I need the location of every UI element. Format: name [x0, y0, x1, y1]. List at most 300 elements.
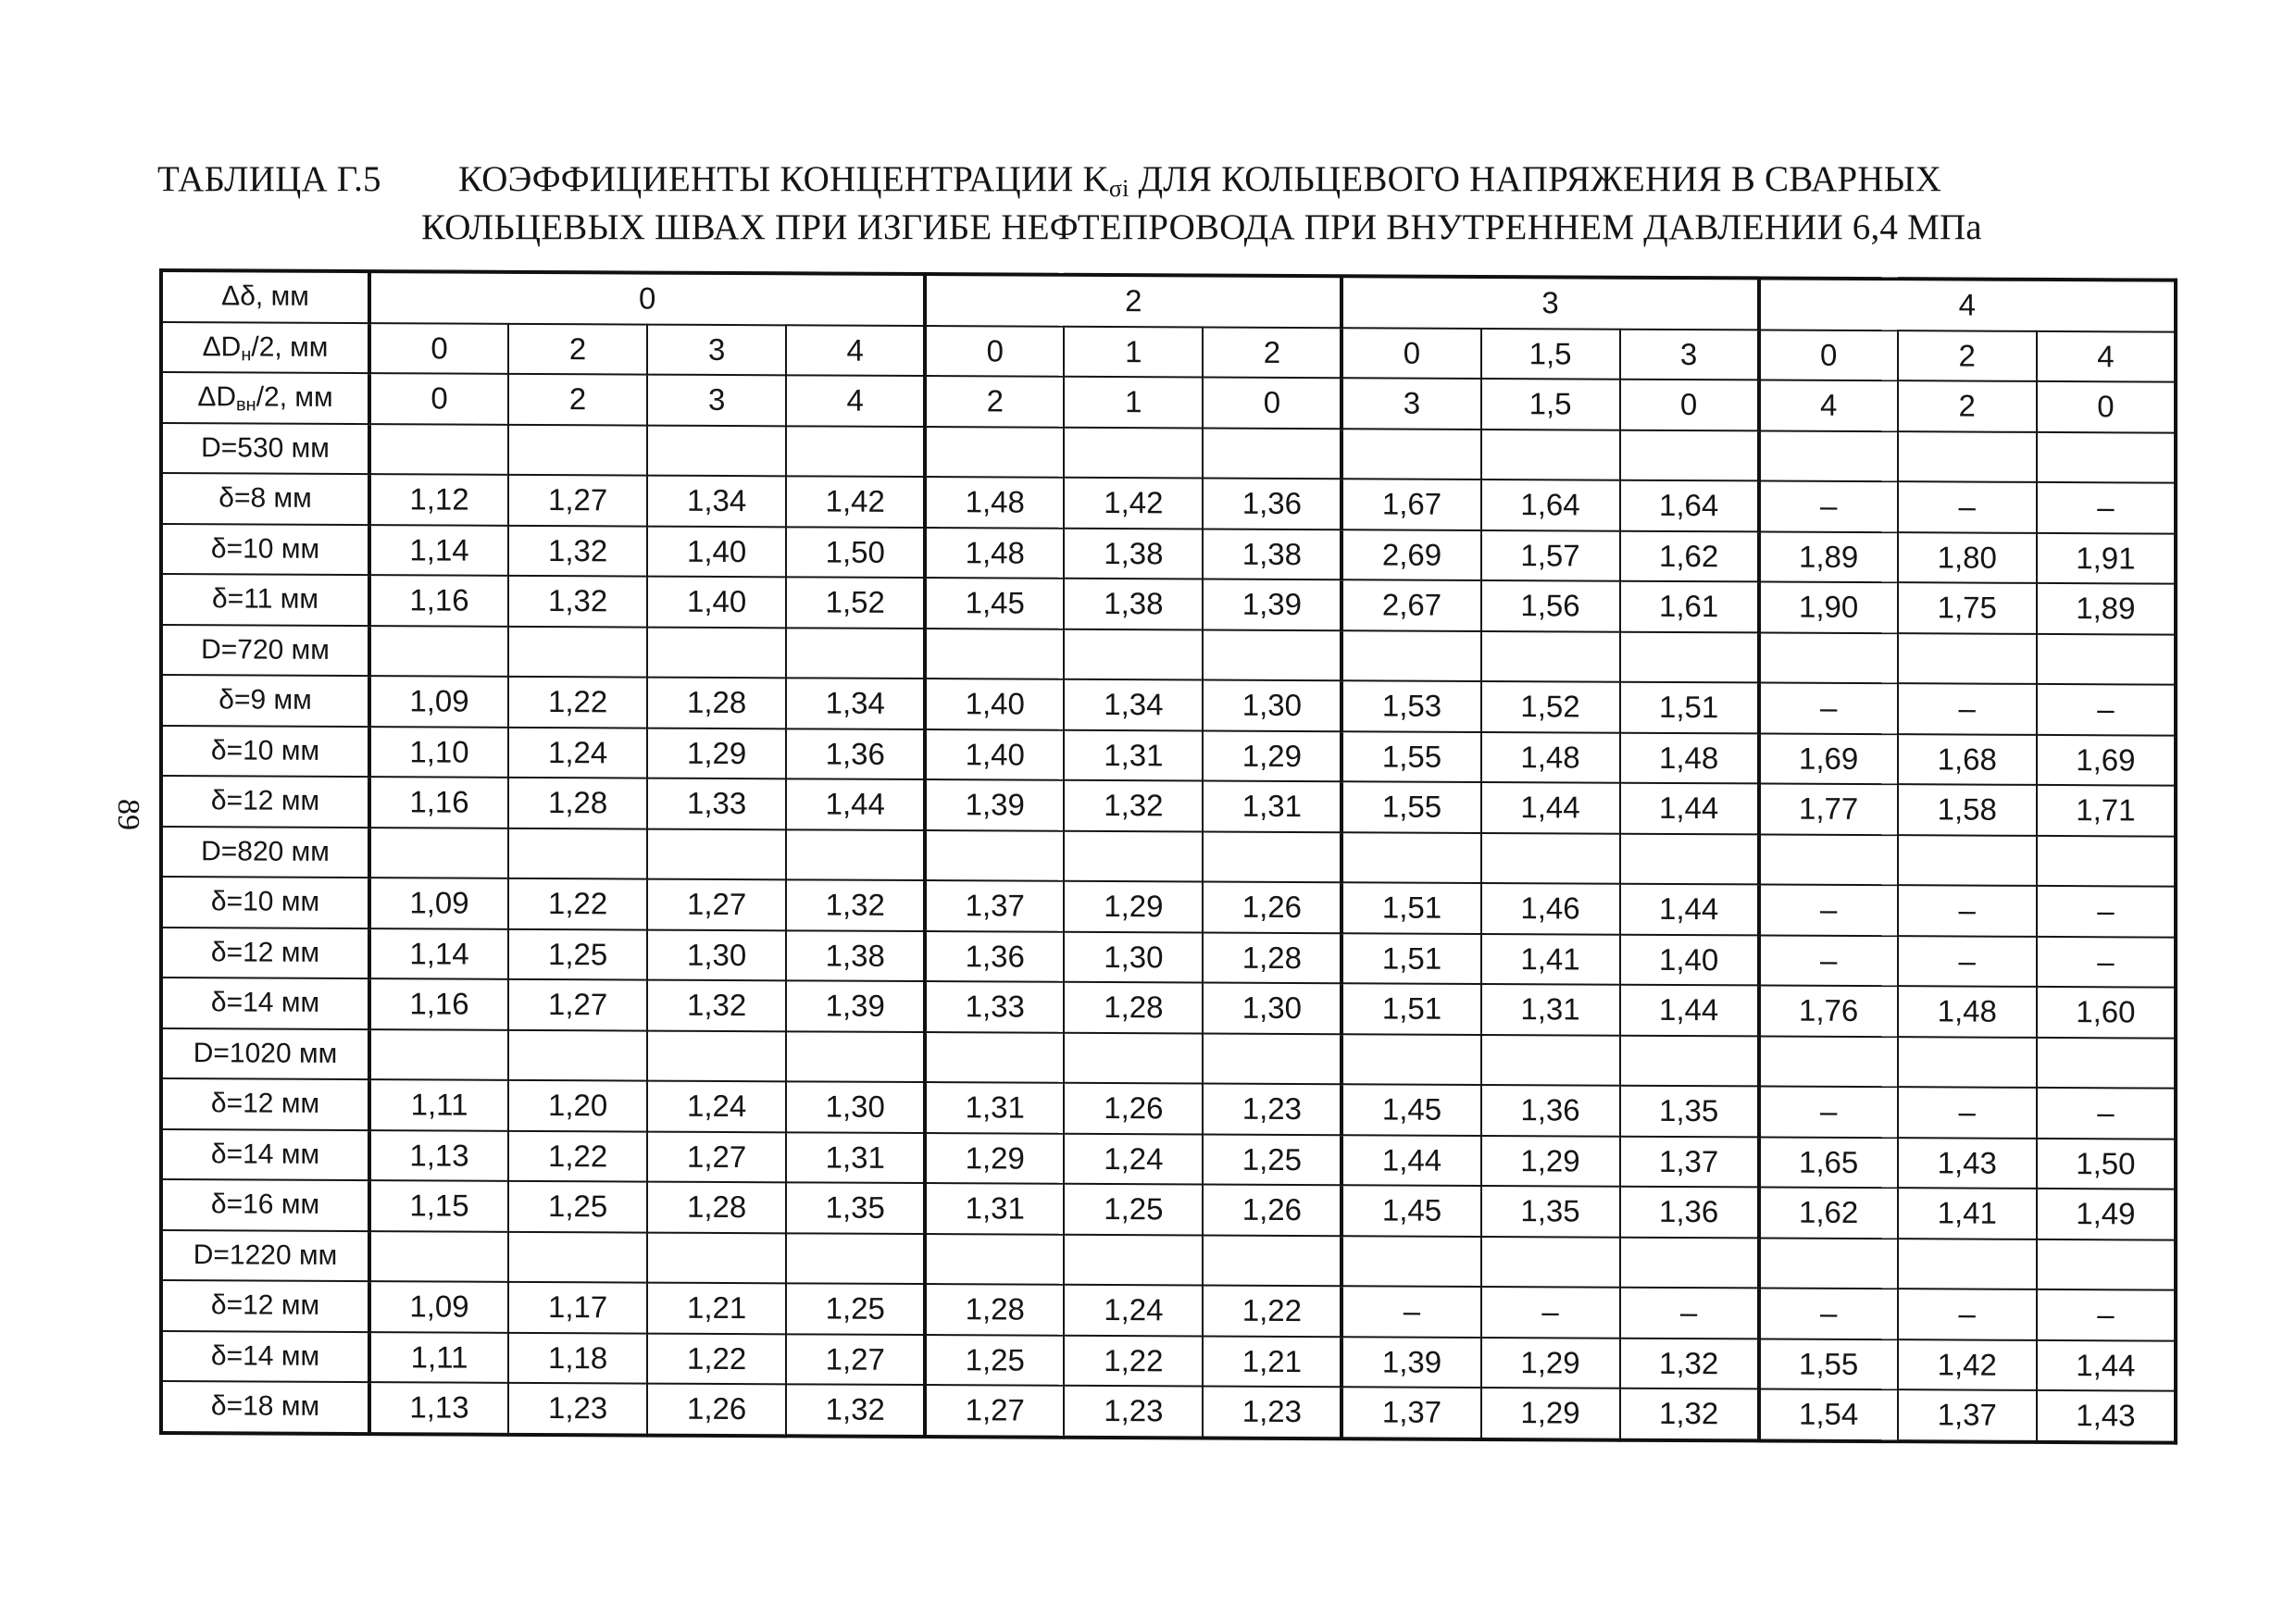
table-cell: 1,28: [508, 778, 647, 828]
table-cell: 1,39: [925, 779, 1064, 830]
empty-cell: [508, 1231, 647, 1282]
table-cell: 1,50: [2037, 1138, 2176, 1189]
table-cell: 1,69: [2037, 734, 2176, 785]
empty-cell: [1620, 430, 1759, 480]
table-cell: 1,16: [369, 777, 508, 828]
empty-cell: [1341, 630, 1480, 681]
table-cell: 1,90: [1759, 581, 1898, 632]
table-cell: 1,23: [1203, 1084, 1341, 1135]
header-dvn-value: 0: [2037, 381, 2176, 432]
table-cell: 1,52: [786, 577, 925, 628]
table-cell: 1,69: [1759, 733, 1898, 784]
empty-cell: [647, 1030, 786, 1081]
group-title: D=530 мм: [161, 423, 369, 475]
empty-cell: [369, 424, 508, 475]
header-dn-value: 4: [2037, 330, 2176, 381]
caption-line-2: КОЛЬЦЕВЫХ ШВАХ ПРИ ИЗГИБЕ НЕФТЕПРОВОДА ПРИ ВНУТРЕННЕМ ДАВЛЕНИИ 6,4 МПа: [421, 207, 1982, 247]
table-cell: 1,12: [369, 474, 508, 525]
table-cell: 1,44: [1620, 985, 1759, 1036]
table-cell: 1,11: [369, 1079, 508, 1130]
table-cell: 1,80: [1898, 532, 2037, 583]
row-label: δ=12 мм: [161, 928, 369, 979]
header-dvn-label: [161, 372, 369, 424]
empty-cell: [786, 628, 925, 679]
header-dvn-value: 1,5: [1481, 379, 1620, 430]
table-cell: 1,37: [1898, 1389, 2037, 1441]
table-cell: 1,36: [1620, 1187, 1759, 1238]
empty-cell: [1203, 1033, 1341, 1084]
header-dvn-label-text: ΔD: [197, 381, 237, 413]
table-cell: –: [2037, 886, 2176, 937]
table-cell: 1,51: [1341, 983, 1480, 1034]
table-cell: –: [2037, 936, 2176, 987]
table-cell: 1,35: [1620, 1086, 1759, 1137]
header-delta-group: 4: [1759, 278, 2176, 331]
table-cell: 1,39: [1341, 1337, 1480, 1388]
table-cell: 1,33: [925, 981, 1064, 1032]
table-cell: 1,35: [1481, 1186, 1620, 1237]
table-cell: 1,11: [369, 1332, 508, 1383]
coefficients-table: [159, 268, 2177, 1444]
table-cell: 1,27: [925, 1385, 1064, 1437]
table-cell: 1,62: [1759, 1187, 1898, 1238]
table-cell: 1,26: [1203, 882, 1341, 933]
table-cell: 1,43: [2037, 1390, 2176, 1442]
header-dn-label: [161, 322, 369, 374]
header-delta-group: 2: [925, 274, 1341, 328]
table-cell: 1,46: [1481, 883, 1620, 934]
table-cell: 1,27: [786, 1334, 925, 1385]
empty-cell: [1481, 429, 1620, 479]
table-cell: –: [1759, 480, 1898, 531]
empty-cell: [1898, 633, 2037, 684]
header-dvn-value: 4: [786, 375, 925, 426]
empty-cell: [1759, 1036, 1898, 1087]
table-cell: 1,55: [1759, 1339, 1898, 1389]
table-cell: 1,34: [647, 476, 786, 527]
table-cell: –: [1898, 683, 2037, 734]
table-cell: 1,39: [786, 980, 925, 1031]
table-cell: 1,25: [1203, 1134, 1341, 1185]
table-cell: 1,30: [1064, 931, 1203, 982]
header-delta-group: 0: [369, 271, 925, 325]
table-cell: 1,10: [369, 727, 508, 778]
table-cell: 1,29: [1481, 1135, 1620, 1186]
table-cell: 1,89: [2037, 583, 2176, 634]
group-title: D=1220 мм: [161, 1230, 369, 1282]
table-cell: 1,25: [508, 1181, 647, 1232]
table-cell: 1,49: [2037, 1189, 2176, 1239]
header-dvn-label-sub: вн: [236, 394, 256, 416]
table-cell: 1,34: [1064, 679, 1203, 730]
table-cell: 1,23: [508, 1383, 647, 1435]
table-cell: 1,35: [786, 1182, 925, 1233]
empty-cell: [1341, 832, 1480, 883]
table-cell: 1,65: [1759, 1137, 1898, 1188]
table-cell: 1,21: [1203, 1336, 1341, 1387]
table-cell: 1,22: [508, 1130, 647, 1181]
row-label: δ=10 мм: [161, 877, 369, 928]
table-cell: 1,32: [1064, 780, 1203, 831]
row-label: δ=10 мм: [161, 726, 369, 778]
header-dn-value: 2: [1898, 330, 2037, 381]
row-label: δ=12 мм: [161, 1078, 369, 1130]
empty-cell: [1203, 629, 1341, 680]
table-cell: 1,32: [508, 576, 647, 627]
table-cell: 2,67: [1341, 579, 1480, 630]
page-number: 89: [111, 799, 145, 830]
table-cell: 1,28: [1203, 932, 1341, 983]
table-cell: 1,36: [1203, 479, 1341, 529]
row-label: δ=10 мм: [161, 524, 369, 576]
empty-cell: [1759, 632, 1898, 683]
table-cell: 1,68: [1898, 734, 2037, 785]
empty-cell: [1203, 831, 1341, 882]
empty-cell: [786, 829, 925, 880]
row-label: δ=14 мм: [161, 1331, 369, 1383]
empty-cell: [1620, 833, 1759, 884]
table-cell: 1,23: [1203, 1387, 1341, 1438]
header-dn-label-sub: н: [241, 344, 252, 366]
table-cell: 1,50: [786, 527, 925, 578]
table-cell: 1,55: [1341, 781, 1480, 832]
empty-cell: [786, 1233, 925, 1284]
empty-cell: [508, 626, 647, 677]
table-cell: 1,40: [647, 577, 786, 628]
empty-cell: [1481, 630, 1620, 681]
table-cell: 1,28: [1064, 982, 1203, 1033]
table-cell: 1,32: [1620, 1389, 1759, 1440]
table-cell: –: [1341, 1286, 1480, 1337]
group-title: D=820 мм: [161, 827, 369, 878]
table-cell: 1,52: [1481, 681, 1620, 732]
table-cell: 1,89: [1759, 531, 1898, 582]
table-cell: –: [1898, 1087, 2037, 1138]
row-label: δ=9 мм: [161, 675, 369, 727]
header-dn-value: 3: [647, 324, 786, 375]
table-cell: 1,51: [1341, 882, 1480, 933]
table-cell: –: [1759, 1086, 1898, 1137]
table-cell: 2,69: [1341, 529, 1480, 580]
table-cell: 1,31: [925, 1183, 1064, 1234]
table-cell: 1,48: [1898, 986, 2037, 1037]
table-cell: 1,43: [1898, 1138, 2037, 1189]
header-dn-label-suffix: /2, мм: [251, 331, 329, 363]
table-cell: 1,44: [1620, 884, 1759, 935]
table-cell: 1,44: [786, 778, 925, 829]
table-cell: 1,37: [925, 880, 1064, 931]
table-cell: –: [1759, 884, 1898, 935]
table-cell: 1,33: [647, 778, 786, 829]
header-dvn-value: 0: [1203, 378, 1341, 429]
header-dn-value: 2: [1203, 327, 1341, 378]
empty-cell: [1341, 1236, 1480, 1287]
table-cell: 1,25: [508, 928, 647, 979]
empty-cell: [786, 426, 925, 477]
empty-cell: [2037, 835, 2176, 886]
table-cell: 1,36: [1481, 1085, 1620, 1136]
table-cell: 1,37: [1620, 1136, 1759, 1187]
header-dn-value: 3: [1620, 329, 1759, 380]
header-dn-value: 0: [1759, 330, 1898, 380]
table-cell: 1,71: [2037, 785, 2176, 836]
table-cell: 1,22: [508, 878, 647, 929]
empty-cell: [1341, 1034, 1480, 1085]
table-cell: 1,29: [925, 1133, 1064, 1184]
table-cell: 1,44: [2037, 1339, 2176, 1390]
group-title: D=720 мм: [161, 625, 369, 677]
empty-cell: [925, 629, 1064, 679]
empty-cell: [925, 427, 1064, 478]
table-cell: 1,62: [1620, 530, 1759, 581]
empty-cell: [1898, 1037, 2037, 1088]
table-cell: –: [2037, 482, 2176, 533]
table-cell: 1,24: [1064, 1133, 1203, 1184]
table-cell: 1,48: [925, 477, 1064, 528]
table-cell: 1,34: [786, 678, 925, 729]
table-cell: 1,31: [1481, 984, 1620, 1035]
table-cell: 1,09: [369, 676, 508, 727]
row-label: δ=12 мм: [161, 776, 369, 828]
table-cell: 1,30: [1203, 983, 1341, 1034]
empty-cell: [647, 425, 786, 476]
empty-cell: [508, 1029, 647, 1080]
table-cell: 1,31: [786, 1132, 925, 1183]
header-dn-value: 4: [786, 325, 925, 376]
table-cell: 1,22: [1203, 1286, 1341, 1337]
header-dn-value: 0: [1341, 328, 1480, 379]
table-cell: 1,64: [1620, 480, 1759, 531]
table-cell: 1,09: [369, 1281, 508, 1332]
row-label: δ=8 мм: [161, 473, 369, 525]
empty-cell: [1064, 830, 1203, 881]
table-cell: 1,48: [925, 528, 1064, 579]
empty-cell: [647, 627, 786, 678]
table-cell: 1,76: [1759, 985, 1898, 1036]
header-dvn-value: 3: [647, 375, 786, 426]
empty-cell: [647, 828, 786, 879]
table-cell: 1,29: [647, 728, 786, 778]
header-dn-value: 1: [1064, 326, 1203, 377]
table-caption: [157, 156, 2166, 252]
table-cell: 1,64: [1481, 479, 1620, 530]
empty-cell: [369, 626, 508, 677]
table-cell: 1,51: [1620, 682, 1759, 733]
table-cell: 1,31: [925, 1082, 1064, 1133]
empty-cell: [1898, 431, 2037, 482]
empty-cell: [925, 1032, 1064, 1083]
table-cell: 1,32: [786, 879, 925, 930]
table-cell: 1,91: [2037, 532, 2176, 583]
header-dvn-value: 3: [1341, 378, 1480, 429]
table-cell: 1,27: [647, 879, 786, 930]
table-cell: 1,26: [1203, 1185, 1341, 1236]
caption-title-start: КОЭФФИЦИЕНТЫ КОНЦЕНТРАЦИИ K: [458, 159, 1109, 199]
table-cell: 1,14: [369, 525, 508, 576]
table-cell: 1,22: [508, 677, 647, 728]
table-cell: 1,28: [647, 678, 786, 729]
table-cell: –: [2037, 684, 2176, 735]
empty-cell: [2037, 633, 2176, 684]
table-cell: 1,32: [647, 980, 786, 1031]
header-dn-label-text: ΔD: [202, 330, 242, 363]
empty-cell: [647, 1232, 786, 1283]
empty-cell: [1620, 1237, 1759, 1288]
table-cell: 1,57: [1481, 529, 1620, 580]
table-cell: –: [2037, 1289, 2176, 1340]
table-cell: 1,28: [647, 1182, 786, 1233]
table-cell: 1,42: [1898, 1339, 2037, 1390]
table-cell: 1,67: [1341, 479, 1480, 529]
table-cell: –: [1620, 1288, 1759, 1339]
table-cell: 1,30: [1203, 680, 1341, 731]
row-label: δ=18 мм: [161, 1381, 369, 1434]
table-cell: 1,45: [1341, 1084, 1480, 1135]
table-cell: 1,30: [647, 929, 786, 980]
table-cell: 1,48: [1620, 732, 1759, 783]
table-cell: 1,38: [1064, 579, 1203, 629]
empty-cell: [508, 828, 647, 878]
table-cell: 1,25: [925, 1335, 1064, 1386]
table-body: [161, 270, 2176, 1442]
header-dvn-value: 2: [1898, 380, 2037, 431]
table-cell: 1,25: [786, 1283, 925, 1334]
table-cell: 1,09: [369, 878, 508, 928]
table-cell: 1,38: [786, 930, 925, 981]
table-cell: –: [1481, 1287, 1620, 1338]
table-cell: –: [1898, 885, 2037, 936]
caption-line-1: [157, 156, 2166, 204]
empty-cell: [1064, 1234, 1203, 1285]
table-cell: 1,48: [1481, 731, 1620, 782]
table-cell: 1,26: [647, 1384, 786, 1436]
empty-cell: [1203, 1235, 1341, 1286]
table-cell: 1,29: [1481, 1388, 1620, 1439]
header-delta-group: 3: [1341, 276, 1758, 330]
empty-cell: [1620, 631, 1759, 682]
table-cell: 1,40: [647, 526, 786, 577]
table-cell: 1,31: [1203, 781, 1341, 832]
table-cell: 1,60: [2037, 987, 2176, 1038]
empty-cell: [2037, 431, 2176, 482]
empty-cell: [1898, 1239, 2037, 1289]
empty-cell: [2037, 1239, 2176, 1289]
table-cell: 1,13: [369, 1130, 508, 1181]
table-cell: 1,54: [1759, 1389, 1898, 1440]
table-cell: 1,39: [1203, 579, 1341, 630]
table-cell: 1,42: [1064, 478, 1203, 529]
table-cell: 1,24: [647, 1081, 786, 1132]
table-cell: 1,40: [1620, 934, 1759, 985]
table-cell: 1,17: [508, 1282, 647, 1333]
row-label: δ=14 мм: [161, 978, 369, 1029]
empty-cell: [1481, 832, 1620, 883]
table-cell: 1,41: [1898, 1188, 2037, 1239]
caption-subscript: σi: [1108, 175, 1129, 202]
empty-cell: [1759, 834, 1898, 885]
row-label: δ=12 мм: [161, 1280, 369, 1332]
table-cell: 1,55: [1341, 731, 1480, 782]
table-cell: 1,40: [925, 729, 1064, 780]
empty-cell: [1064, 427, 1203, 478]
table-cell: 1,44: [1341, 1135, 1480, 1186]
row-label: δ=11 мм: [161, 574, 369, 626]
table-cell: 1,26: [1064, 1083, 1203, 1134]
empty-cell: [1341, 429, 1480, 479]
table-cell: 1,36: [786, 729, 925, 779]
table-cell: 1,32: [786, 1384, 925, 1436]
header-dn-value: 2: [508, 323, 647, 374]
empty-cell: [925, 1234, 1064, 1285]
table-cell: 1,15: [369, 1180, 508, 1231]
header-dn-value: 1,5: [1481, 328, 1620, 379]
empty-cell: [369, 1231, 508, 1282]
table-cell: –: [2037, 1088, 2176, 1139]
table-cell: 1,24: [508, 727, 647, 778]
table-cell: 1,51: [1341, 933, 1480, 984]
table-cell: –: [1898, 481, 2037, 532]
empty-cell: [1064, 629, 1203, 679]
table-cell: 1,53: [1341, 680, 1480, 731]
header-dvn-value: 4: [1759, 380, 1898, 430]
table-cell: 1,45: [1341, 1185, 1480, 1236]
empty-cell: [1759, 1238, 1898, 1289]
empty-cell: [1481, 1034, 1620, 1085]
table-cell: 1,45: [925, 578, 1064, 629]
table-cell: 1,32: [1620, 1338, 1759, 1389]
table-cell: 1,41: [1481, 933, 1620, 984]
table-cell: 1,42: [786, 476, 925, 527]
table-cell: 1,16: [369, 575, 508, 626]
row-label: δ=16 мм: [161, 1179, 369, 1231]
table-cell: 1,77: [1759, 783, 1898, 834]
table-cell: 1,37: [1341, 1387, 1480, 1438]
table-cell: 1,13: [369, 1382, 508, 1434]
empty-cell: [1898, 835, 2037, 886]
table-cell: 1,31: [1064, 729, 1203, 780]
empty-cell: [1203, 428, 1341, 479]
table-cell: 1,61: [1620, 581, 1759, 632]
empty-cell: [369, 828, 508, 878]
table-cell: 1,22: [1064, 1335, 1203, 1386]
table-cell: 1,14: [369, 928, 508, 979]
table-cell: 1,36: [925, 931, 1064, 982]
header-dvn-value: 1: [1064, 377, 1203, 428]
table-cell: 1,29: [1481, 1337, 1620, 1388]
table-cell: 1,22: [647, 1333, 786, 1384]
table-cell: 1,32: [508, 525, 647, 576]
table-cell: –: [1898, 1289, 2037, 1339]
table-cell: –: [1759, 682, 1898, 733]
empty-cell: [1481, 1236, 1620, 1287]
empty-cell: [369, 1029, 508, 1080]
empty-cell: [925, 830, 1064, 881]
table-cell: 1,38: [1203, 529, 1341, 579]
table-cell: 1,23: [1064, 1386, 1203, 1438]
table-cell: 1,21: [647, 1283, 786, 1334]
table-cell: 1,44: [1481, 782, 1620, 833]
row-label: δ=14 мм: [161, 1129, 369, 1181]
caption-title-end: ДЛЯ КОЛЬЦЕВОГО НАПРЯЖЕНИЯ В СВАРНЫХ: [1129, 159, 1942, 199]
empty-cell: [1620, 1035, 1759, 1086]
table-cell: 1,29: [1203, 730, 1341, 781]
header-dn-value: 0: [925, 326, 1064, 377]
table-cell: 1,29: [1064, 881, 1203, 932]
header-dvn-value: 2: [508, 374, 647, 425]
group-title: D=1020 мм: [161, 1028, 369, 1080]
table-cell: –: [1759, 1288, 1898, 1339]
header-dvn-value: 2: [925, 376, 1064, 427]
